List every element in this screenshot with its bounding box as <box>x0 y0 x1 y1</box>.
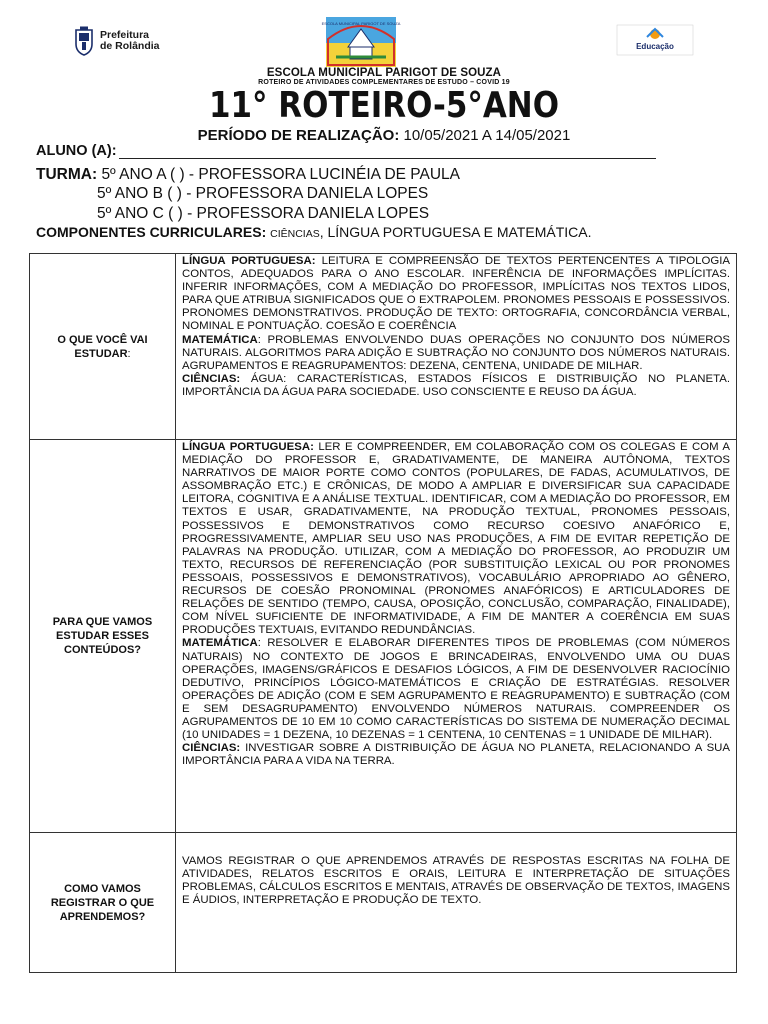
prefeitura-line-2: de Rolândia <box>100 40 160 52</box>
page-title: 11° ROTEIRO-5°ANO <box>208 85 560 126</box>
section-text: ÁGUA: CARACTERÍSTICAS, ESTADOS FÍSICOS E DISTRIBUIÇÃO NO PLANETA. IMPORTÂNCIA DA ÁGUA PARA SOCIEDADE. USO CONSCIENTE E REUSO DA ÁGUA. <box>182 372 730 398</box>
turma-row-b <box>97 185 428 203</box>
label-line: CONTEÚDOS? <box>64 644 141 656</box>
aluno-label: ALUNO (A): <box>36 143 117 159</box>
school-logo-text: ESCOLA MUNICIPAL PARIGOT DE SOUZA <box>321 21 401 26</box>
section-ciencias <box>182 742 730 768</box>
label-line: COMO VAMOS <box>64 882 141 895</box>
row-content-estudar <box>176 254 737 440</box>
section-heading: LÍNGUA PORTUGUESA: <box>182 441 314 453</box>
section-text: : PROBLEMAS ENVOLVENDO DUAS OPERAÇÕES NO CONJUNTO DOS NÚMEROS NATURAIS. ALGORITMOS PARA ADIÇÃO E SUBTRAÇÃO NO CONJUNTO DOS NÚMEROS NATURAIS. AGRUPAMENTOS E REAGRUPAMENTOS: DEZENA, CENTENA, UNIDADE DE MILHAR. <box>182 333 730 372</box>
roteiro-subtitle: ROTEIRO DE ATIVIDADES COMPLEMENTARES DE ESTUDO – COVID 19 <box>258 79 510 86</box>
turma-label: TURMA: <box>36 166 98 183</box>
section-text: VAMOS REGISTRAR O QUE APRENDEMOS ATRAVÉS DE RESPOSTAS ESCRITAS NA FOLHA DE ATIVIDADES, RELATOS ESCRITOS E ORAIS, LEITURA E INTERPRETAÇÃO DE SITUAÇÕES PROBLEMAS, CÁLCULOS ESCRITOS E MENTAIS, ATRAVÉS DE OBSERVAÇÃO DE TEXTOS, IMAGENS E ÁUDIOS, INTERPRETAÇÃO E PRODUÇÃO DE TEXTO. <box>182 855 730 907</box>
periodo-line <box>0 127 768 144</box>
label-line-bold: ESTUDAR <box>74 347 128 360</box>
section-heading: MATEMÁTICA <box>182 637 258 650</box>
periodo-value: 10/05/2021 A 14/05/2021 <box>403 127 571 144</box>
label-line: ESTUDAR ESSES <box>56 630 149 642</box>
label-line: APRENDEMOS? <box>59 910 146 923</box>
turma-row-c <box>97 205 429 223</box>
label-line: O QUE VOCÊ VAI <box>57 333 148 346</box>
row-content-para-que <box>176 440 737 833</box>
section-heading: CIÊNCIAS: <box>182 372 241 385</box>
turma-option-b: 5º ANO B ( ) - PROFESSORA DANIELA LOPES <box>97 185 429 202</box>
section-portugues <box>182 255 730 334</box>
section-portugues <box>182 441 730 637</box>
aluno-input-line[interactable] <box>119 144 656 159</box>
componentes-line <box>36 224 591 240</box>
label-line: REGISTRAR O QUE <box>50 896 155 909</box>
componentes-label: COMPONENTES CURRICULARES: <box>36 224 267 240</box>
turma-option-a: 5º ANO A ( ) - PROFESSORA LUCINÉIA DE PAULA <box>101 166 460 183</box>
label-line: PARA QUE VAMOS <box>52 616 153 628</box>
section-matematica <box>182 334 730 373</box>
section-ciencias <box>182 373 730 399</box>
table-row <box>30 254 737 440</box>
componentes-ciencias: CIÊNCIAS <box>270 228 320 240</box>
label-line <box>34 347 171 361</box>
section-heading: CIÊNCIAS: <box>182 742 241 755</box>
educacao-logo-text: Educação <box>636 42 674 51</box>
row-content-como <box>176 833 737 973</box>
section-text: INVESTIGAR SOBRE A DISTRIBUIÇÃO DE ÁGUA NO PLANETA, RELACIONANDO A SUA IMPORTÂNCIA PARA A VIDA NA TERRA. <box>182 742 730 768</box>
row-label-estudar <box>30 254 176 440</box>
educacao-logo <box>617 25 693 55</box>
city-crest-icon <box>74 26 94 56</box>
school-name: ESCOLA MUNICIPAL PARIGOT DE SOUZA <box>266 67 502 79</box>
periodo-label: PERÍODO DE REALIZAÇÃO: <box>197 127 400 144</box>
aluno-field <box>36 143 656 159</box>
prefeitura-line-1: Prefeitura <box>100 29 150 41</box>
roteiro-table <box>29 253 737 973</box>
label-suffix: : <box>127 347 131 360</box>
table-row <box>30 833 737 973</box>
turma-row-a <box>36 166 460 184</box>
componentes-rest: , LÍNGUA PORTUGUESA E MATEMÁTICA. <box>319 224 592 240</box>
section-text: LER E COMPREENDER, EM COLABORAÇÃO COM OS COLEGAS E COM A MEDIAÇÃO DO PROFESSOR E, GRADATIVAMENTE, DE MANEIRA AUTÔNOMA, TEXTOS NARRATIVOS DE MAIOR PORTE COMO CONTOS (POPULARES, DE FADAS, ACUMULATIVOS, DE ASSOMBRAÇÃO ETC.) E CRÔNICAS, DE MODO A AMPLIAR E DIVERSIFICAR SUA CAPACIDADE LEITORA, COGNITIVA E A ANÁLISE TEXTUAL. IDENTIFICAR, COM A MEDIAÇÃO DO PROFESSOR, EM TEXTOS E USAR, GRADATIVAMENTE, NA PRODUÇÃO TEXTUAL, PRONOMES PESSOAIS, POSSESSIVOS E DEMONSTRATIVOS COMO RECURSO COESIVO ANAFÓRICO E, PROGRESSIVAMENTE, AMPLIAR SEU USO NAS PRODUÇÕES, A FIM DE EVITAR REPETIÇÃO DE PALAVRAS NA PRODUÇÃO. UTILIZAR, COM A MEDIAÇÃO DO PROFESSOR, AO PRODUZIR UM TEXTO, RECURSOS DE REFERENCIAÇÃO (POR SUBSTITUIÇÃO LEXICAL OU POR PRONOMES PESSOAIS, POSSESSIVOS E DEMONSTRATIVOS), VOCABULÁRIO APROPRIADO AO GÊNERO, RECURSOS DE COESÃO PRONOMINAL (PRONOMES ANAFÓRICOS) E ARTICULADORES DE RELAÇÕES DE SENTIDO (TEMPO, CAUSA, OPOSIÇÃO, CONCLUSÃO, COMPARAÇÃO, FINALIDADE), COM NÍVEL SUFICIENTE DE INFORMATIVIDADE, A FIM DE MANTER A COERÊNCIA EM SUAS PRODUÇÕES TEXTUAIS, EVITANDO REDUNDÂNCIAS. <box>182 441 730 637</box>
section-heading: MATEMÁTICA <box>182 333 258 346</box>
table-row <box>30 440 737 833</box>
section-heading: LÍNGUA PORTUGUESA: <box>182 255 316 267</box>
section-matematica <box>182 637 730 742</box>
section-text: LEITURA E COMPREENSÃO DE TEXTOS PERTENCENTES A TIPOLOGIA CONTOS, ADEQUADOS PARA O ANO ESCOLAR. INFERÊNCIA DE INFORMAÇÕES IMPLÍCITAS. INFERIR INFORMAÇÕES, COM A MEDIAÇÃO DO PROFESSOR, IMPLÍCITAS NOS TEXTOS LIDOS, PARA QUE ATRIBUA SIGNIFICADOS QUE O EXTRAPOLEM. PRONOMES PESSOAIS E POSSESSIVOS. PRONOMES DEMONSTRATIVOS. PRODUÇÃO DE TEXTO: ORTOGRAFIA, CONCORDÂNCIA VERBAL, NOMINAL E PONTUAÇÃO. COESÃO E COERÊNCIA <box>182 255 730 333</box>
section-text: : RESOLVER E ELABORAR DIFERENTES TIPOS DE PROBLEMAS (COM NÚMEROS NATURAIS) NO CONTEXTO DE JOGOS E BRINCADEIRAS, ENVOLVENDO UMA OU DUAS OPERAÇÕES, IMAGENS/GRÁFICOS E DESAFIOS LÓGICOS, A FIM DE DESENVOLVER RACIOCÍNIO DEDUTIVO, PRINCÍPIOS LÓGICO-MATEMÁTICOS E CRIAÇÃO DE ESTRATÉGIAS. RESOLVER OPERAÇÕES DE ADIÇÃO (COM E SEM AGRUPAMENTO E REAGRUPAMENTO) E SUBTRAÇÃO (COM E SEM DESAGRUPAMENTO) ENVOLVENDO NÚMEROS NATURAIS. COMPREENDER OS AGRUPAMENTOS DE 10 EM 10 COMO CARACTERÍSTICAS DO SISTEMA DE NUMERAÇÃO DECIMAL (10 UNIDADES = 1 DEZENA, 10 DEZENAS = 1 CENTENA, 10 CENTENAS = 1 UNIDADE DE MILHAR). <box>182 637 730 742</box>
turma-option-c: 5º ANO C ( ) - PROFESSORA DANIELA LOPES <box>97 205 430 222</box>
row-label-para-que <box>30 440 176 833</box>
row-label-como <box>30 833 176 973</box>
school-logo <box>321 17 401 67</box>
prefeitura-logo <box>74 26 160 56</box>
